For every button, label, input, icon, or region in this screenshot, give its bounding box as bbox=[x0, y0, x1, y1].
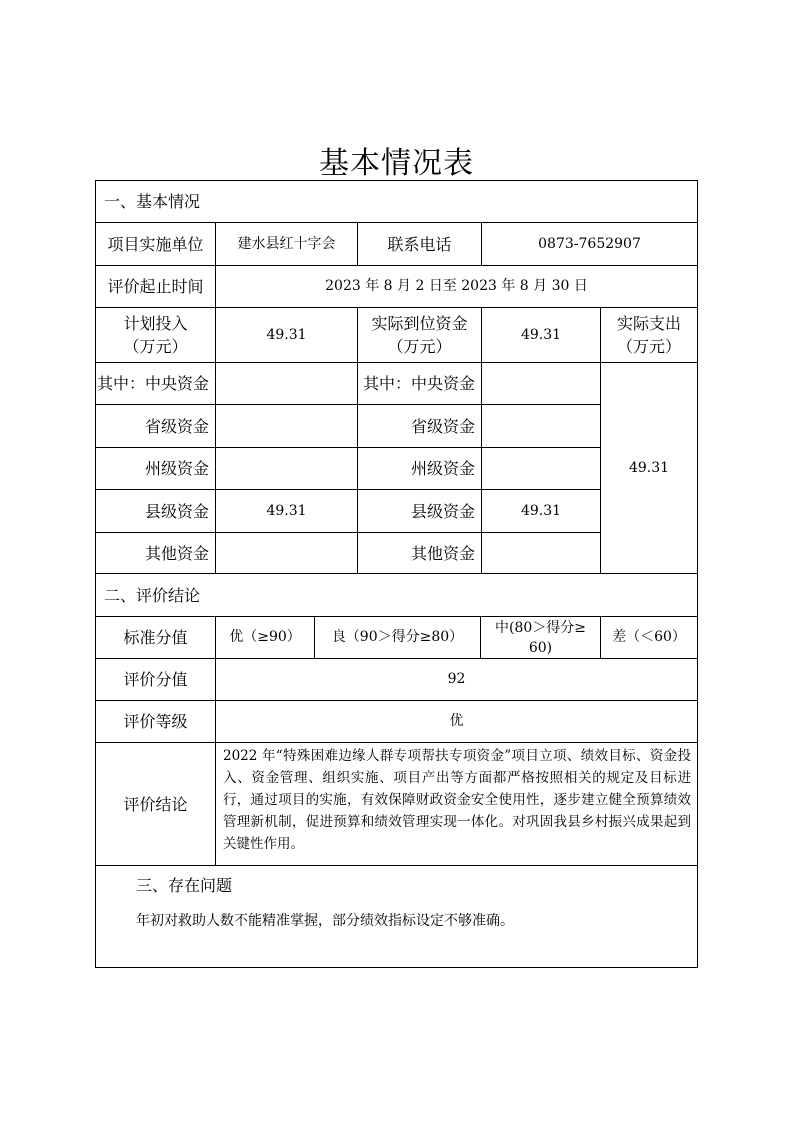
standard-label: 标准分值 bbox=[96, 617, 216, 659]
section3 bbox=[96, 866, 697, 967]
grade-value: 优 bbox=[216, 701, 697, 743]
fund-central-plan bbox=[216, 363, 358, 405]
fund-other-plan bbox=[216, 533, 358, 574]
project-unit-value: 建水县红十字会 bbox=[216, 223, 358, 266]
section3-heading: 三、存在问题 bbox=[136, 876, 233, 895]
fund-province-plan bbox=[216, 405, 358, 448]
section3-text: 年初对救助人数不能精准掌握，部分绩效指标设定不够准确。 bbox=[136, 913, 514, 929]
fund-other-actual-label: 其他资金 bbox=[358, 533, 482, 574]
fund-county-actual: 49.31 bbox=[482, 490, 601, 533]
page-title: 基本情况表 bbox=[319, 146, 474, 181]
period-value: 2023 年 8 月 2 日至 2023 年 8 月 30 日 bbox=[216, 266, 697, 308]
plan-label: 计划投入 （万元） bbox=[96, 308, 216, 363]
score-label: 评价分值 bbox=[96, 659, 216, 701]
fund-prefecture-plan bbox=[216, 448, 358, 490]
fund-central-label: 其中：中央资金 bbox=[96, 363, 216, 405]
actual-arrival-value: 49.31 bbox=[482, 308, 601, 363]
fund-county-plan: 49.31 bbox=[216, 490, 358, 533]
fund-other-label: 其他资金 bbox=[96, 533, 216, 574]
fund-other-actual bbox=[482, 533, 601, 574]
contact-label: 联系电话 bbox=[358, 223, 482, 266]
conclusion-label: 评价结论 bbox=[96, 743, 216, 866]
project-unit-label: 项目实施单位 bbox=[96, 223, 216, 266]
grade-label: 评价等级 bbox=[96, 701, 216, 743]
actual-expense-value: 49.31 bbox=[601, 363, 697, 574]
plan-value: 49.31 bbox=[216, 308, 358, 363]
fund-prefecture-label: 州级资金 bbox=[96, 448, 216, 490]
contact-value: 0873-7652907 bbox=[482, 223, 697, 266]
period-label: 评价起止时间 bbox=[96, 266, 216, 308]
fund-prefecture-actual bbox=[482, 448, 601, 490]
basic-info-table bbox=[95, 180, 698, 968]
conclusion-text: 2022 年“特殊困难边缘人群专项帮扶专项资金”项目立项、绩效目标、资金投入、资金管理、组织实施、项目产出等方面都严格按照相关的规定及目标进行，通过项目的实施，有效保障财政资金安全使用性，逐步建立健全预算绩效管理新机制，促进预算和绩效管理实现一体化。对巩固我县乡村振兴成果起到关键性作用。 bbox=[216, 743, 697, 866]
actual-arrival-label: 实际到位资金 （万元） bbox=[358, 308, 482, 363]
section2-heading: 二、评价结论 bbox=[96, 574, 697, 617]
fund-central-actual-label: 其中：中央资金 bbox=[358, 363, 482, 405]
fund-central-actual bbox=[482, 363, 601, 405]
fund-province-label: 省级资金 bbox=[96, 405, 216, 448]
standard-medium: 中(80＞得分≥ 60) bbox=[481, 617, 601, 659]
fund-county-label: 县级资金 bbox=[96, 490, 216, 533]
score-value: 92 bbox=[216, 659, 697, 701]
fund-province-actual-label: 省级资金 bbox=[358, 405, 482, 448]
fund-county-actual-label: 县级资金 bbox=[358, 490, 482, 533]
standard-excellent: 优（≥90） bbox=[216, 617, 315, 659]
fund-prefecture-actual-label: 州级资金 bbox=[358, 448, 482, 490]
standard-good: 良（90＞得分≥80） bbox=[315, 617, 481, 659]
fund-province-actual bbox=[482, 405, 601, 448]
actual-expense-label: 实际支出 （万元） bbox=[601, 308, 697, 363]
standard-poor: 差（＜60） bbox=[601, 617, 697, 659]
section1-heading: 一、基本情况 bbox=[96, 181, 697, 223]
